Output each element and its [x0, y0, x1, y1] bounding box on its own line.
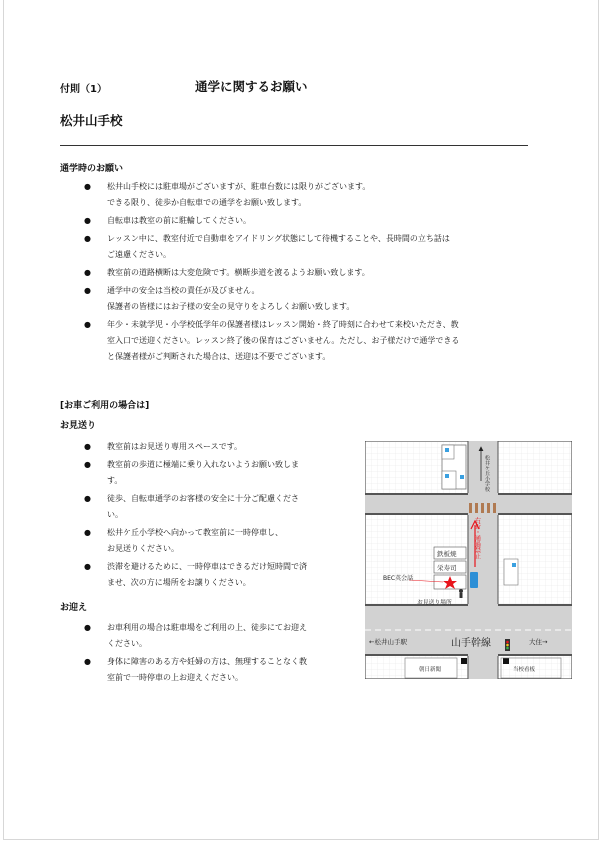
list-item-text — [107, 559, 307, 591]
bullet-icon: ● — [84, 528, 91, 537]
bullet-icon: ● — [84, 442, 91, 451]
list-item-line: ご遠慮ください。 — [107, 250, 171, 259]
list-item-text — [107, 491, 299, 523]
cross-road — [365, 495, 572, 513]
main-road-label: 山手幹線 — [451, 638, 491, 649]
list-item-line: ませ、次の方に場所をお譲りください。 — [107, 578, 251, 587]
list-item-line: 徒歩、自転車通学のお客様の安全に十分ご配慮くださ — [107, 494, 299, 503]
bec-label: BEC英会話 — [383, 575, 414, 582]
school-name: 松井山手校 — [60, 113, 123, 128]
list-item-line: 年少・未就学児・小学校低学年の保護者様はレッスン開始・終了時刻に合わせて来校いただき、教 — [107, 320, 459, 329]
list-item-text — [107, 620, 307, 652]
list-item-text — [107, 654, 307, 686]
list-item-line: 室入口で送迎ください。レッスン終了後の保育はございません。ただし、お子様だけで通学できる — [107, 336, 460, 345]
page-title: 通学に関するお願い — [195, 79, 308, 94]
bullet-icon: ● — [84, 182, 91, 191]
list-item-line: と保護者様がご判断された場合は、送迎は不要でございます。 — [107, 352, 331, 361]
bullet-icon: ● — [84, 268, 91, 277]
section-heading-car: [お車ご利用の場合は] — [60, 401, 150, 411]
car-icon — [470, 572, 478, 588]
bullet-icon: ● — [84, 234, 91, 243]
bullet-icon: ● — [84, 320, 91, 329]
list-item-line: 松井ケ丘小学校へ向かって教室前に一時停車し、 — [107, 528, 283, 537]
list-item-line: レッスン中に、教室付近で自動車をアイドリング状態にして待機することや、長時間の立ち話は — [107, 234, 450, 243]
right-destination-label: 大住→ — [529, 638, 548, 646]
list-item-line: す。 — [107, 476, 123, 485]
list-item-line: ください。 — [107, 639, 147, 648]
list-item-line: 教室前の道路横断は大変危険です。横断歩道を渡るようお願い致します。 — [107, 268, 370, 277]
list-item-text — [107, 439, 242, 455]
list-item-line: 保護者の皆様にはお子様の安全の見守りをよろしくお願い致します。 — [107, 302, 355, 311]
list-item-line: 松井山手校には駐車場がございますが、駐車台数には限りがございます。 — [107, 182, 371, 191]
list-item-text — [107, 179, 370, 211]
list-item-text — [107, 457, 299, 489]
newspaper-marker — [461, 658, 467, 664]
access-map — [365, 441, 572, 679]
subheading-dropoff: お見送り — [60, 421, 97, 431]
list-item-text — [107, 283, 354, 315]
list-item-line: い。 — [107, 510, 123, 519]
bullet-icon: ● — [84, 657, 91, 666]
list-item-line: 教室前はお見送り専用スペースです。 — [107, 442, 242, 451]
bullet-icon: ● — [84, 623, 91, 632]
person-icon — [459, 589, 463, 593]
list-item-text — [107, 317, 459, 365]
list-item-line: お車利用の場合は駐車場をご利用の上、徒歩にてお迎え — [107, 623, 307, 632]
left-destination-label: ←松井山手駅 — [369, 638, 407, 646]
appendix-label: 付則（1） — [60, 84, 107, 95]
newspaper-label: 朝日新聞 — [419, 667, 442, 673]
bullet-icon: ● — [84, 460, 91, 469]
bullet-icon: ● — [84, 286, 91, 295]
bullet-icon: ● — [84, 494, 91, 503]
list-item-line: できる限り、徒歩か自転車での通学をお願い致します。 — [107, 198, 307, 207]
map-svg — [365, 441, 572, 679]
list-item-line: お見送りください。 — [107, 544, 179, 553]
list-item-line: 身体に障害のある方や妊婦の方は、無理することなく教 — [107, 657, 307, 666]
dropoff-label: お見送り場所 — [417, 600, 452, 606]
title-divider — [60, 145, 528, 146]
list-item-line: 渋滞を避けるために、一時停車はできるだけ短時間で済 — [107, 562, 307, 571]
sign-marker — [503, 658, 509, 664]
store-sushi-label: 栄寿司 — [437, 564, 457, 572]
list-item-line: 自転車は教室の前に駐輪してください。 — [107, 216, 251, 225]
section-heading-commute: 通学時のお願い — [60, 164, 124, 174]
store-teppanyaki-label: 鉄板焼 — [437, 550, 457, 558]
list-item-text — [107, 525, 283, 557]
subheading-pickup: お迎え — [60, 603, 88, 613]
no-right-turn-label: 右折・通過禁止 — [473, 517, 481, 559]
list-item-line: 通学中の安全は当校の責任が及びません。 — [107, 286, 260, 295]
sign-label: 当校看板 — [513, 667, 536, 673]
bullet-icon: ● — [84, 562, 91, 571]
bullet-icon: ● — [84, 216, 91, 225]
list-item-line: 室前で一時停車の上お迎えください。 — [107, 673, 243, 682]
list-item-text — [107, 231, 450, 263]
list-item-text — [107, 265, 370, 281]
school-road-label: 松井ケ丘小学校 — [484, 455, 490, 492]
list-item-text — [107, 213, 251, 229]
list-item-line: 教室前の歩道に極端に乗り入れないようお願い致しま — [107, 460, 299, 469]
